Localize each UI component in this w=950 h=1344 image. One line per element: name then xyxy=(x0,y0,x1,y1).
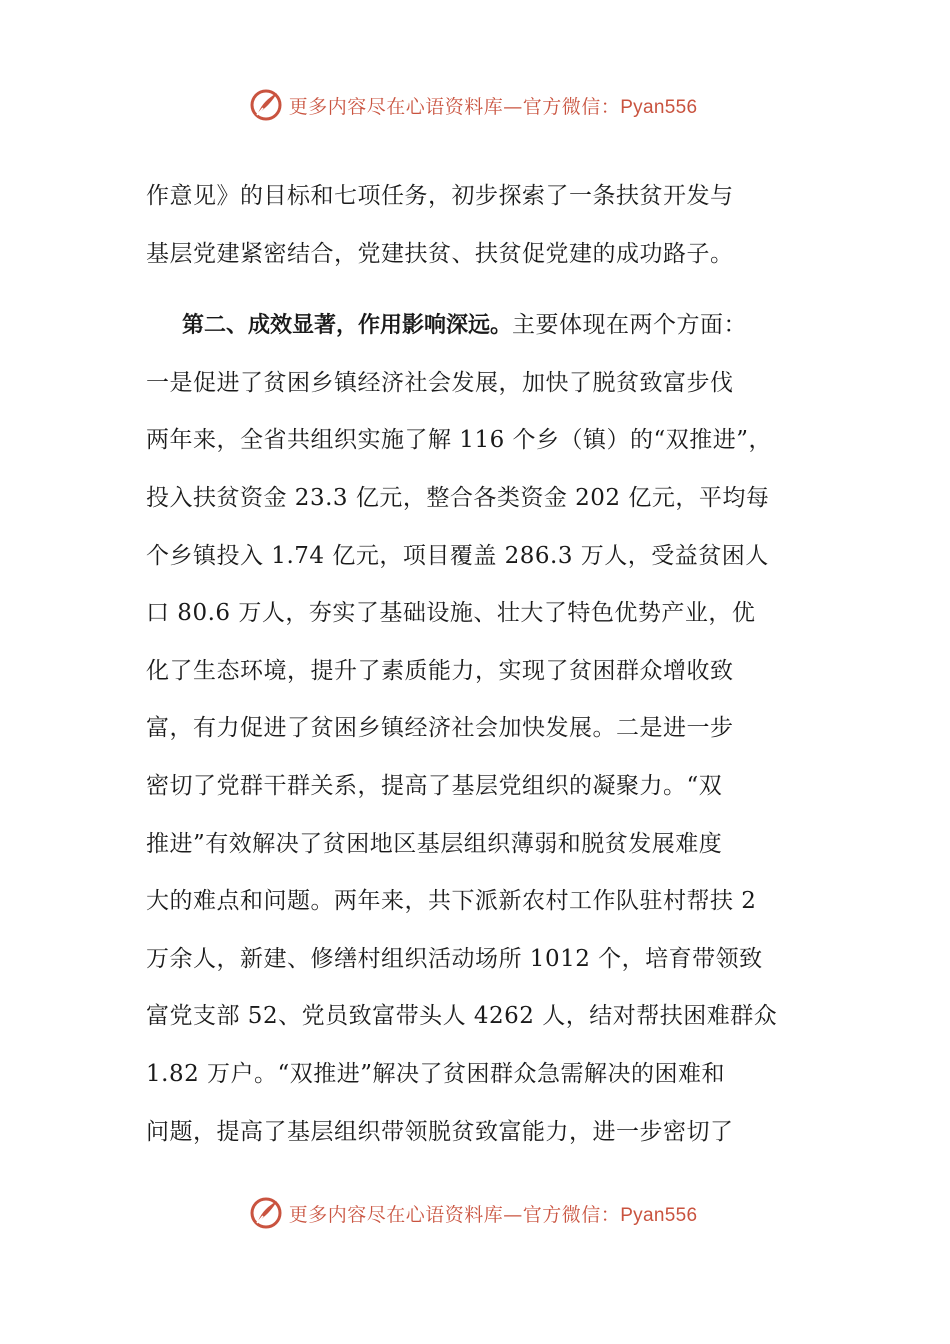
text-line: 密切了党群干群关系，提高了基层党组织的凝聚力。“双 xyxy=(146,772,723,799)
text-line: 富党支部 52、党员致富带头人 4262 人，结对帮扶困难群众 xyxy=(146,1003,778,1030)
text-line: 投入扶贫资金 23.3 亿元，整合各类资金 202 亿元，平均每 xyxy=(146,484,770,511)
text-line: 一是促进了贫困乡镇经济社会发展，加快了脱贫致富步伐 xyxy=(146,369,734,396)
document-body xyxy=(146,168,810,1161)
footer-watermark xyxy=(0,1188,950,1238)
text-line: 大的难点和问题。两年来，共下派新农村工作队驻村帮扶 2 xyxy=(146,888,757,915)
text-line: 1.82 万户。“双推进”解决了贫困群众急需解决的困难和 xyxy=(146,1060,726,1087)
header-watermark xyxy=(0,80,950,130)
text-line: 口 80.6 万人，夯实了基础设施、壮大了特色优势产业，优 xyxy=(146,600,756,627)
text-line: 基层党建紧密结合，党建扶贫、扶贫促党建的成功路子。 xyxy=(146,240,734,267)
text-line: 化了生态环境，提升了素质能力，实现了贫困群众增收致 xyxy=(146,657,734,684)
quill-logo-icon xyxy=(249,88,283,122)
watermark-text xyxy=(289,92,698,119)
watermark-label: 更多内容尽在心语资料库—官方微信： xyxy=(288,95,621,118)
paragraph-heading-line xyxy=(146,297,810,355)
watermark-text xyxy=(289,1200,698,1227)
section-heading: 第二、成效显著，作用影响深远。 xyxy=(182,313,513,339)
text-line: 富，有力促进了贫困乡镇经济社会加快发展。二是进一步 xyxy=(146,715,734,742)
wechat-id: Pyan556 xyxy=(620,96,698,118)
text-line: 作意见》的目标和七项任务，初步探索了一条扶贫开发与 xyxy=(146,183,734,209)
watermark-group xyxy=(249,88,698,122)
watermark-group xyxy=(249,1196,698,1230)
text-line: 推进”有效解决了贫困地区基层组织薄弱和脱贫发展难度 xyxy=(146,830,723,857)
text-line: 问题，提高了基层组织带领脱贫致富能力，进一步密切了 xyxy=(146,1118,734,1145)
text-line: 万余人，新建、修缮村组织活动场所 1012 个，培育带领致 xyxy=(146,945,763,972)
quill-logo-icon xyxy=(249,1196,283,1230)
wechat-id: Pyan556 xyxy=(620,1204,698,1226)
heading-continuation: 主要体现在两个方面： xyxy=(512,312,748,339)
text-line: 两年来，全省共组织实施了解 116 个乡（镇）的“双推进”， xyxy=(146,427,773,454)
text-line: 个乡镇投入 1.74 亿元，项目覆盖 286.3 万人，受益贫困人 xyxy=(146,542,769,569)
watermark-label: 更多内容尽在心语资料库—官方微信： xyxy=(288,1203,621,1226)
